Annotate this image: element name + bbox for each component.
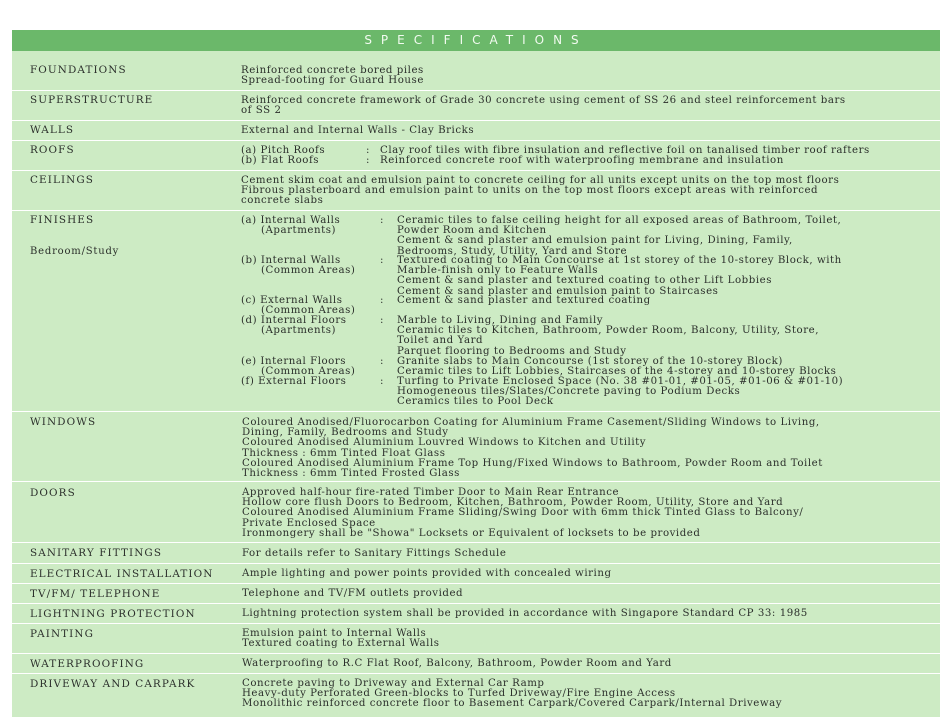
- row-divider: [12, 563, 940, 564]
- finish-item-label2: (Common Areas): [261, 366, 356, 377]
- superstructure-text: [241, 96, 941, 116]
- driveway-label: DRIVEWAY AND CARPARK: [30, 678, 196, 690]
- roof-text: Clay roof tiles with fibre insulation and reflective foil on tanalised timber roof rafters: [380, 145, 870, 156]
- text-line: Dining, Family, Bedrooms and Study: [242, 427, 449, 439]
- finish-item-text: [397, 256, 842, 297]
- finish-item-label: (a) Internal Walls: [241, 215, 341, 226]
- finish-item-label: (b) Internal Walls: [241, 255, 341, 266]
- sanitary-text: [242, 549, 942, 559]
- row-divider: [12, 623, 940, 624]
- text-line: Ironmongery shall be "Showa" Locksets or Equivalent of locksets to be provided: [242, 527, 701, 539]
- text-line: Marble to Living, Dining and Family: [397, 315, 604, 326]
- text-line: Approved half-hour fire-rated Timber Door to Main Rear Entrance: [242, 487, 620, 498]
- finish-item-label: (d) Internal Floors: [241, 315, 347, 326]
- text-line: Lightning protection system shall be provided in accordance with Singapore Standard CP 33: 1985: [242, 608, 808, 619]
- windows-label: WINDOWS: [30, 416, 97, 428]
- text-line: Textured coating to Main Concourse at 1st storey of the 10-storey Block, with: [397, 255, 842, 266]
- text-line: Reinforced concrete bored piles: [241, 65, 424, 76]
- text-line: Homogeneous tiles/Slates/Concrete paving to Podium Decks: [397, 386, 741, 398]
- tv-text: [242, 589, 942, 599]
- text-line: Powder Room and Kitchen: [397, 225, 547, 237]
- text-line: Toilet and Yard: [397, 335, 484, 347]
- text-line: Ample lighting and power points provided with concealed wiring: [242, 568, 612, 579]
- roof-text: Reinforced concrete roof with waterproofing membrane and insulation: [380, 155, 784, 166]
- row-divider: [12, 210, 940, 211]
- finishes-label: FINISHES: [30, 214, 95, 226]
- electrical-label: ELECTRICAL INSTALLATION: [30, 568, 214, 580]
- finish-item-text: [397, 316, 819, 357]
- text-line: Ceramic tiles to false ceiling height for all exposed areas of Bathroom, Toilet,: [397, 215, 842, 226]
- text-line: Granite slabs to Main Concourse (1st storey of the 10-storey Block): [397, 356, 783, 367]
- colon: :: [380, 376, 384, 387]
- finish-item-label2: (Common Areas): [261, 265, 356, 276]
- ceilings-label: CEILINGS: [30, 174, 94, 186]
- text-line: Ceramic tiles to Kitchen, Bathroom, Powder Room, Balcony, Utility, Store,: [397, 325, 820, 337]
- doors-text: [242, 488, 942, 539]
- text-line: Reinforced concrete framework of Grade 30 concrete using cement of SS 26 and steel reinforcement bars: [241, 95, 846, 106]
- text-line: Thickness : 6mm Tinted Float Glass: [242, 447, 446, 459]
- text-line: Telephone and TV/FM outlets provided: [242, 588, 464, 599]
- text-line: Cement & sand plaster and emulsion paint to Staircases: [397, 285, 719, 297]
- text-line: Waterproofing to R.C Flat Roof, Balcony, Bathroom, Powder Room and Yard: [242, 658, 672, 669]
- finish-item-label2: (Apartments): [261, 325, 337, 336]
- text-line: Emulsion paint to Internal Walls: [242, 628, 427, 639]
- waterproofing-label: WATERPROOFING: [30, 658, 145, 670]
- colon: :: [380, 356, 384, 367]
- finish-item-text: [397, 296, 651, 306]
- text-line: Cement & sand plaster and textured coating to other Lift Lobbies: [397, 275, 772, 287]
- row-divider: [12, 542, 940, 543]
- text-line: Heavy-duty Perforated Green-blocks to Turfed Driveway/Fire Engine Access: [242, 688, 676, 700]
- text-line: Ceramic tiles to Lift Lobbies, Staircases of the 4-storey and 10-storey Blocks: [397, 366, 837, 378]
- painting-text: [242, 629, 942, 649]
- painting-label: PAINTING: [30, 628, 94, 640]
- text-line: Thickness : 6mm Tinted Frosted Glass: [242, 468, 460, 480]
- text-line: Hollow core flush Doors to Bedroom, Kitchen, Bathroom, Powder Room, Utility, Store and Yard: [242, 497, 784, 509]
- finish-item-text: [397, 377, 843, 408]
- finish-item-text: [397, 216, 841, 257]
- text-line: Textured coating to External Walls: [242, 638, 440, 650]
- finish-item-label: (c) External Walls: [241, 295, 343, 306]
- row-divider: [12, 120, 940, 121]
- specifications-sheet: [12, 30, 940, 717]
- text-line: External and Internal Walls - Clay Bricks: [241, 125, 475, 136]
- text-line: Coloured Anodised Aluminium Louvred Windows to Kitchen and Utility: [242, 437, 647, 449]
- tv-label: TV/FM/ TELEPHONE: [30, 588, 161, 600]
- text-line: Fibrous plasterboard and emulsion paint to units on the top most floors except areas with reinforced: [241, 185, 819, 197]
- finish-item-label: (f) External Floors: [241, 376, 347, 387]
- colon: :: [380, 255, 384, 266]
- windows-text: [242, 418, 942, 479]
- row-divider: [12, 673, 940, 674]
- text-line: of SS 2: [241, 105, 282, 117]
- colon: :: [366, 155, 370, 166]
- ceilings-text: [241, 176, 941, 207]
- text-line: Ceramics tiles to Pool Deck: [397, 396, 554, 408]
- walls-label: WALLS: [30, 124, 75, 136]
- finishes-sublabel: Bedroom/Study: [30, 246, 120, 257]
- lightning-label: LIGHTNING PROTECTION: [30, 608, 196, 620]
- walls-text: [241, 126, 941, 136]
- colon: :: [380, 295, 384, 306]
- roof-sublabel: (b) Flat Roofs: [241, 155, 320, 166]
- row-divider: [12, 90, 940, 91]
- electrical-text: [242, 569, 942, 579]
- roof-sublabel: (a) Pitch Roofs: [241, 145, 326, 156]
- row-divider: [12, 170, 940, 171]
- finish-item-label2: (Apartments): [261, 225, 337, 236]
- text-line: Coloured Anodised/Fluorocarbon Coating for Aluminium Frame Casement/Sliding Windows to Living,: [242, 417, 820, 428]
- colon: :: [380, 315, 384, 326]
- waterproofing-text: [242, 659, 942, 669]
- foundations-text: [241, 66, 941, 86]
- finish-item-label2: (Common Areas): [261, 305, 356, 316]
- text-line: Coloured Anodised Aluminium Frame Sliding/Swing Door with 6mm thick Tinted Glass to Balcony/: [242, 507, 804, 519]
- doors-label: DOORS: [30, 487, 76, 499]
- lightning-text: [242, 609, 942, 619]
- sanitary-label: SANITARY FITTINGS: [30, 547, 163, 559]
- superstructure-label: SUPERSTRUCTURE: [30, 94, 154, 106]
- text-line: Cement skim coat and emulsion paint to concrete ceiling for all units except units on the top most floors: [241, 175, 840, 186]
- row-divider: [12, 140, 940, 141]
- text-line: Monolithic reinforced concrete floor to Basement Carpark/Covered Carpark/Internal Driveway: [242, 698, 783, 710]
- finish-item-label: (e) Internal Floors: [241, 356, 347, 367]
- text-line: Turfing to Private Enclosed Space (No. 38 #01-01, #01-05, #01-06 & #01-10): [397, 376, 844, 387]
- row-divider: [12, 411, 940, 412]
- text-line: Parquet flooring to Bedrooms and Study: [397, 345, 627, 357]
- row-divider: [12, 603, 940, 604]
- finish-item-text: [397, 357, 836, 377]
- text-line: For details refer to Sanitary Fittings Schedule: [242, 548, 507, 559]
- colon: :: [380, 215, 384, 226]
- text-line: concrete slabs: [241, 195, 324, 207]
- row-divider: [12, 583, 940, 584]
- row-divider: [12, 653, 940, 654]
- colon: :: [366, 145, 370, 156]
- text-line: Cement & sand plaster and textured coating: [397, 295, 651, 306]
- driveway-text: [242, 679, 942, 710]
- text-line: Concrete paving to Driveway and External Car Ramp: [242, 678, 545, 689]
- roofs-label: ROOFS: [30, 144, 75, 156]
- page-title: SPECIFICATIONS: [12, 30, 940, 51]
- text-line: Spread-footing for Guard House: [241, 75, 424, 87]
- text-line: Private Enclosed Space: [242, 517, 376, 529]
- text-line: Cement & sand plaster and emulsion paint for Living, Dining, Family,: [397, 235, 793, 247]
- text-line: Bedrooms, Study, Utility, Yard and Store: [397, 245, 628, 257]
- row-divider: [12, 481, 940, 482]
- text-line: Marble-finish only to Feature Walls: [397, 265, 598, 277]
- foundations-label: FOUNDATIONS: [30, 64, 127, 76]
- text-line: Coloured Anodised Aluminium Frame Top Hung/Fixed Windows to Bathroom, Powder Room and Toilet: [242, 457, 823, 469]
